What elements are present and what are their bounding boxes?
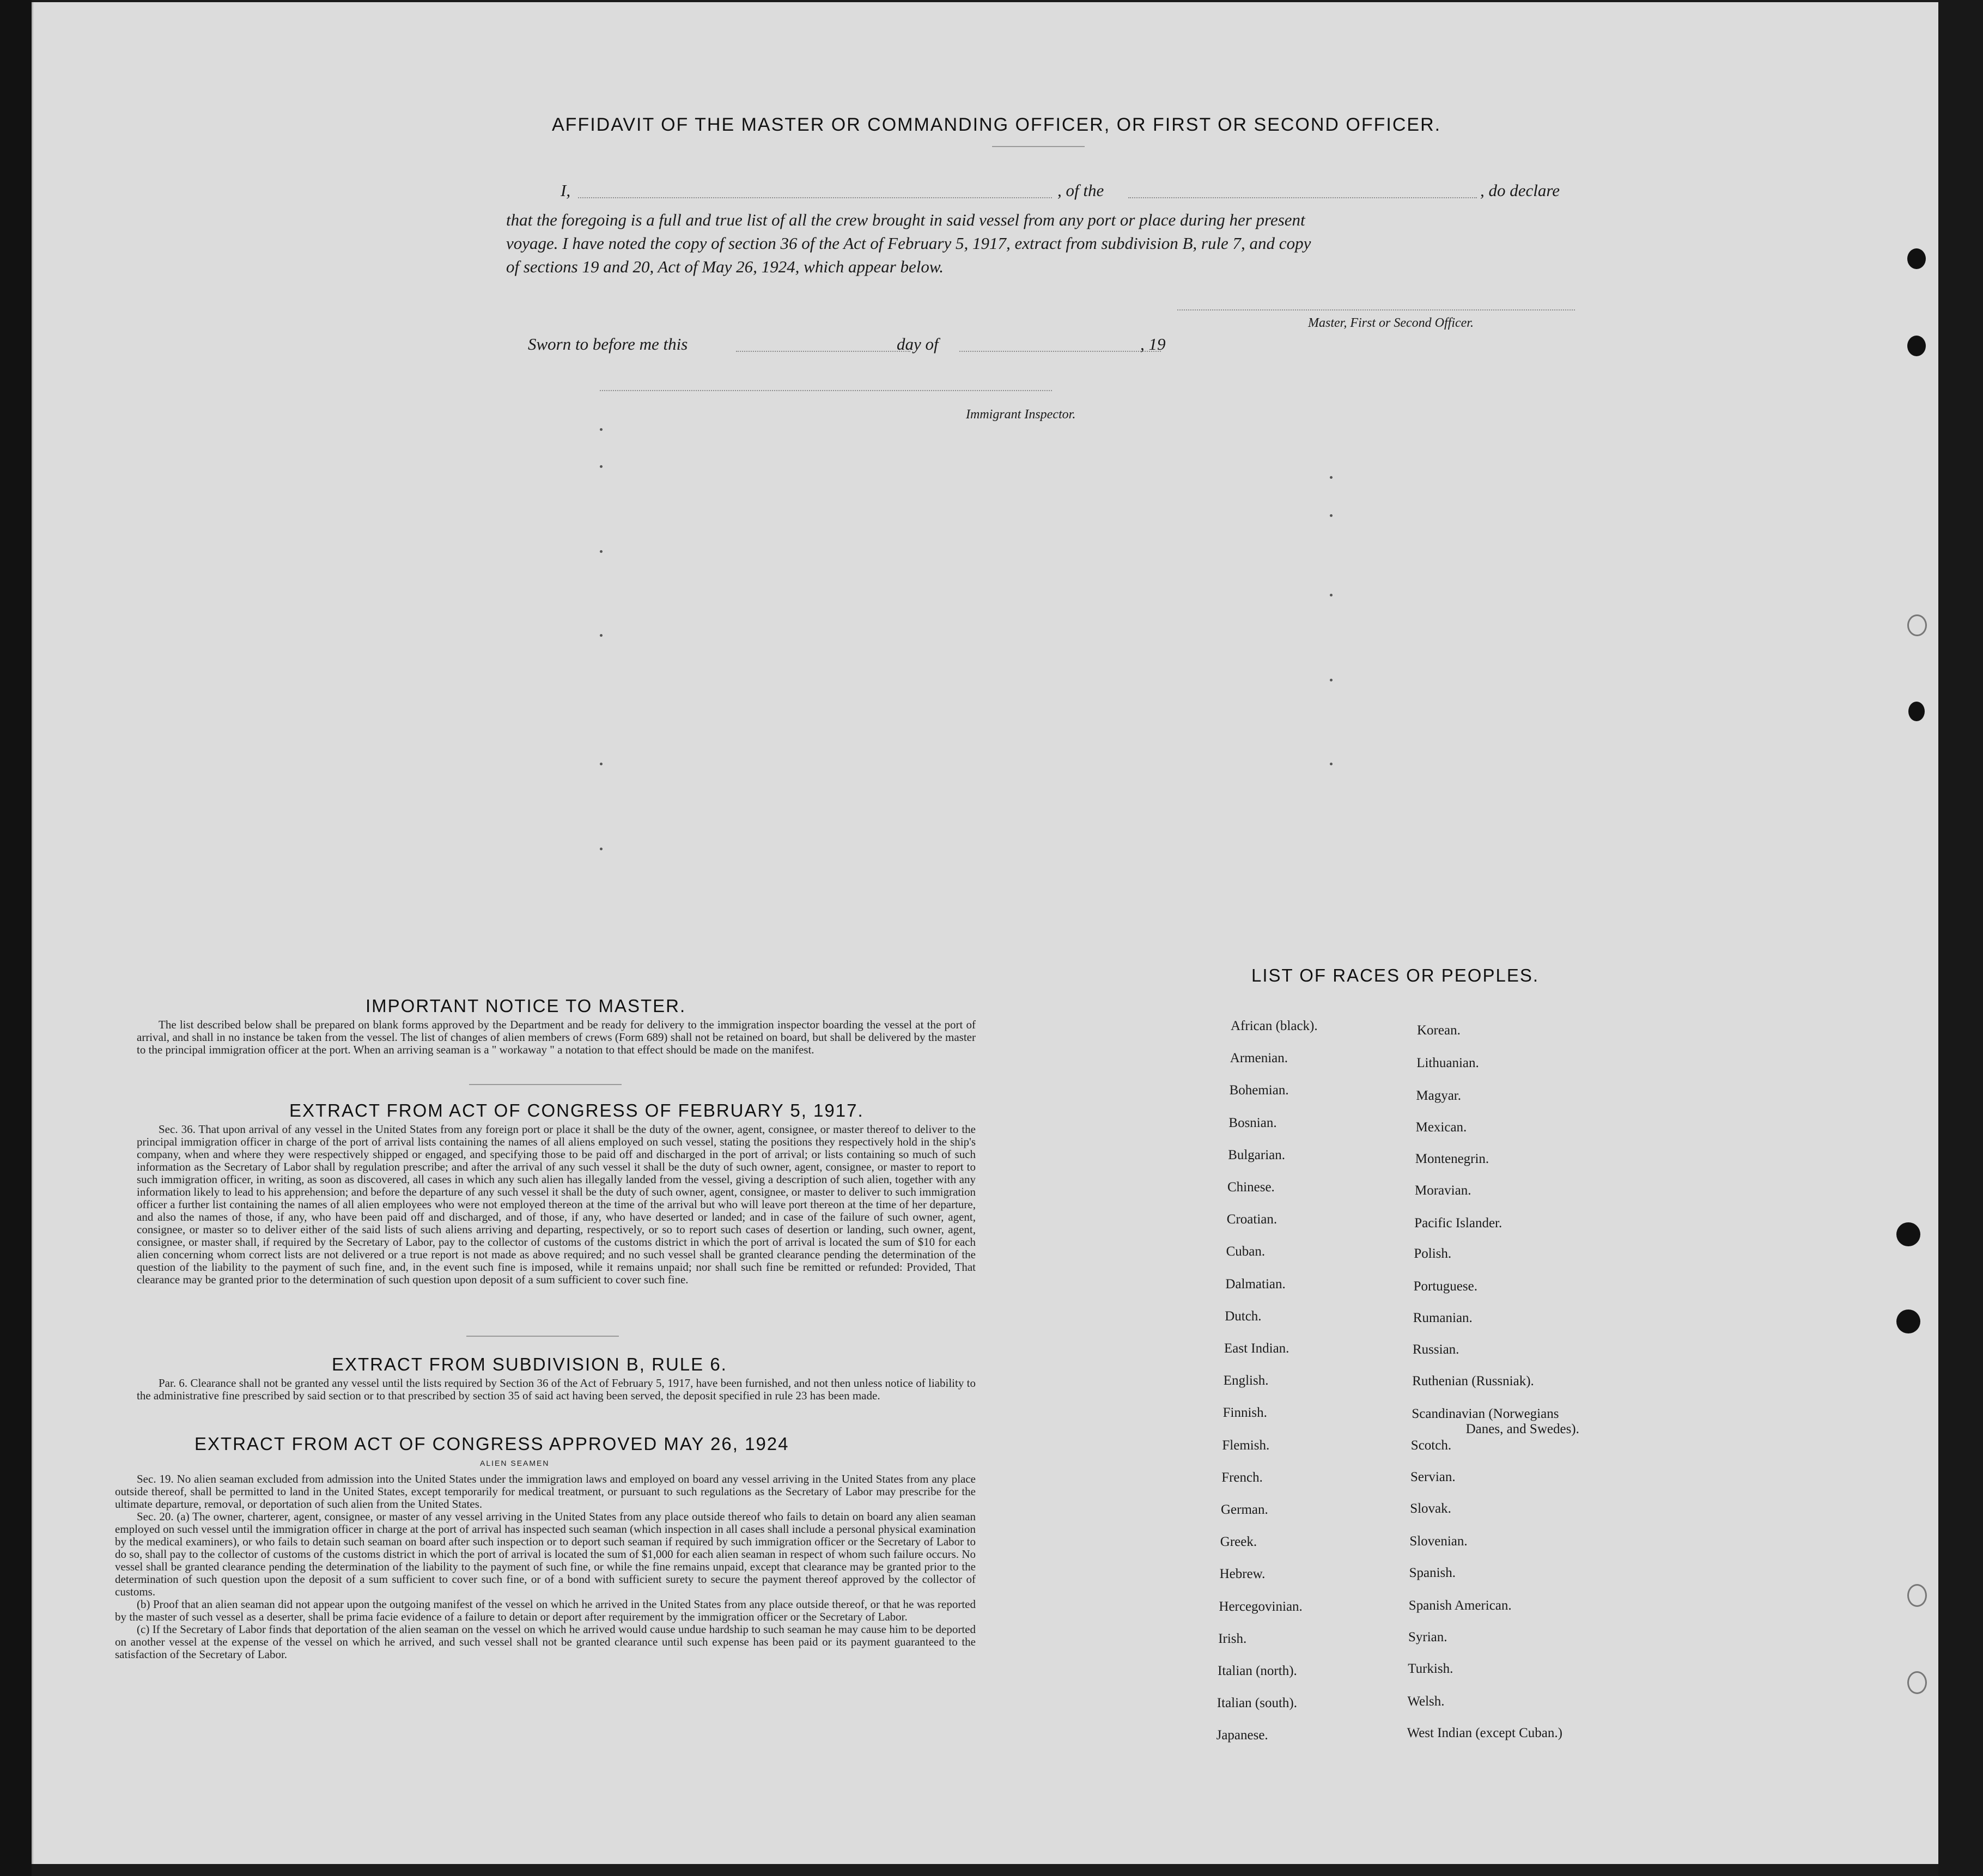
race-right-item: Welsh.: [1407, 1694, 1445, 1709]
bleed-dot: [1330, 514, 1333, 517]
bleed-dot: [600, 763, 603, 765]
affidavit-line: voyage. I have noted the copy of section 36 of the Act of February 5, 1917, extract from subdivision B, rule 7, and copy: [506, 234, 1311, 253]
affidavit-line: that the foregoing is a full and true list of all the crew brought in said vessel from any port or place during her present: [506, 210, 1305, 229]
punch-hole: [1908, 702, 1925, 721]
extract-1917-paragraph: Sec. 36. That upon arrival of any vessel in the United States from any foreign port or place it shall be the duty of the owner, agent, consignee, or master thereof to deliver to the principal immigration officer in charge of the port of arrival lists containing the names of all aliens employed on such vessel, stating the positions they respectively hold in the ship's company, when and where they were respectively shipped or engaged, and specifying those to be paid off and discharged in the port of arrival; or lists containing so much of such information as the Secretary of Labor shall by regulation prescribe; and after the arrival of any such vessel it shall be the duty of such owner, agent, consignee, or master to report to such immigration officer, in writing, as soon as discovered, all cases in which any such alien has illegally landed from the vessel, giving a description of such alien, together with any information likely to lead to his apprehension; and before the departure of any such vessel it shall be the duty of such owner, agent, consignee, or master to deliver to such immigration officer a further list containing the names of all alien employees who were not employed thereon at the time of the arrival but who will leave port thereon at the time of her departure, and also the names of those, if any, who have been paid off and discharged, and of those, if any, who have deserted or landed; and in case of the failure of such owner, agent, consignee, or master so to deliver either of the said lists of such aliens arriving and departing, respectively, or so to report such cases of desertion or landing, such owner, agent, consignee, or master shall, if required by the Secretary of Labor, pay to the collector of customs of the customs district in which the port of arrival is located the sum of $10 for each alien concerning whom correct lists are not delivered or a true report is not made as above required; and no such vessel shall be granted clearance pending the determination of the question of the liability to the payment of such fine, and, in the event such fine is imposed, while it remains unpaid; nor shall such fine be remitted or refunded: Provided, That clearance may be granted prior to the determination of such question upon deposit of a sum sufficient to cover such fine.: [137, 1123, 976, 1286]
race-right-item: Slovenian.: [1409, 1534, 1468, 1549]
race-right-item: Spanish American.: [1408, 1598, 1512, 1613]
race-right-item: Montenegrin.: [1415, 1152, 1489, 1166]
affidavit-do-declare-label: , do declare: [1480, 181, 1560, 200]
affidavit-i-label: I,: [561, 181, 571, 200]
race-right-item: Scandinavian (Norwegians: [1412, 1406, 1559, 1421]
punch-hole: [1907, 1584, 1927, 1607]
race-left-item: East Indian.: [1224, 1341, 1289, 1356]
race-right-item: Magyar.: [1416, 1088, 1462, 1103]
master-signature-blank[interactable]: [1177, 309, 1575, 310]
bleed-dot: [1330, 679, 1333, 681]
vessel-blank[interactable]: [1128, 197, 1477, 198]
race-right-item: Spanish.: [1409, 1566, 1456, 1580]
bleed-dot: [1330, 476, 1333, 479]
punch-hole: [1896, 1309, 1920, 1333]
inspector-label: Immigrant Inspector.: [966, 407, 1076, 422]
races-title: LIST OF RACES OR PEOPLES.: [1251, 965, 1540, 985]
race-left-item: Hercegovinian.: [1219, 1599, 1303, 1614]
affidavit-of-the-label: , of the: [1057, 181, 1104, 200]
race-right-item: Slovak.: [1410, 1501, 1451, 1516]
race-right-item: Korean.: [1417, 1023, 1461, 1038]
race-left-item: Flemish.: [1222, 1438, 1270, 1453]
sworn-day-blank[interactable]: [736, 351, 910, 352]
master-signature-label: Master, First or Second Officer.: [1308, 316, 1474, 330]
race-right-item: Lithuanian.: [1416, 1056, 1479, 1070]
sworn-label: Sworn to before me this: [528, 334, 688, 354]
race-right-item: Russian.: [1413, 1342, 1459, 1357]
notice-text: [137, 1019, 976, 1056]
race-left-item: Irish.: [1218, 1631, 1247, 1646]
punch-hole: [1907, 248, 1926, 269]
punch-hole: [1907, 614, 1927, 636]
race-right-item: Scotch.: [1410, 1438, 1452, 1453]
punch-hole: [1907, 1671, 1927, 1694]
race-right-item: Portuguese.: [1413, 1279, 1477, 1294]
race-left-item: Finnish.: [1222, 1405, 1267, 1420]
notice-title: IMPORTANT NOTICE TO MASTER.: [366, 996, 686, 1016]
extract-1917-title: EXTRACT FROM ACT OF CONGRESS OF FEBRUARY 5, 1917.: [289, 1100, 864, 1120]
section-divider: [469, 1084, 622, 1085]
race-left-item: Italian (north).: [1218, 1664, 1297, 1678]
race-right-item: Turkish.: [1408, 1661, 1453, 1676]
race-left-item: Greek.: [1220, 1534, 1257, 1549]
race-left-item: Chinese.: [1227, 1180, 1275, 1195]
race-right-item: West Indian (except Cuban.): [1407, 1726, 1562, 1740]
extract-1917-text: [137, 1123, 976, 1286]
race-right-item: Polish.: [1414, 1246, 1452, 1261]
extract-rule6-paragraph: Par. 6. Clearance shall not be granted any vessel until the lists required by Section 36 of the Act of February 5, 1917, have been furnished, and not then unless notice of liability to the administrative fine prescribed by said section or to that prescribed by section 35 of said act having been served, the deposit specified in rule 23 has been made.: [137, 1376, 976, 1402]
extract-1924-paragraph: (c) If the Secretary of Labor finds that deportation of the alien seaman on the vessel on which he arrived would cause undue hardship to such seaman he may cause him to be deported on another vessel at the expense of the vessel on which he arrived, and such vessel shall not be granted clearance until such expense has been paid or its payment guaranteed to the satisfaction of the Secretary of Labor.: [115, 1623, 976, 1661]
document-page: [32, 2, 1940, 1864]
race-left-item: African (black).: [1231, 1019, 1318, 1033]
day-of-label: day of: [897, 334, 939, 354]
race-right-item: Servian.: [1410, 1470, 1456, 1484]
race-left-item: Hebrew.: [1219, 1567, 1266, 1581]
extract-1924-title: EXTRACT FROM ACT OF CONGRESS APPROVED MAY 26, 1924: [194, 1434, 789, 1454]
race-left-item: Dutch.: [1225, 1309, 1262, 1324]
affidavit-line: of sections 19 and 20, Act of May 26, 1924, which appear below.: [506, 257, 944, 276]
race-left-item: French.: [1221, 1470, 1263, 1485]
race-right-item: Pacific Islander.: [1414, 1216, 1503, 1231]
affidavit-body: [506, 208, 1590, 278]
right-edge-shadow: [1938, 0, 1983, 1876]
race-left-item: Bulgarian.: [1228, 1148, 1286, 1162]
punch-hole: [1907, 336, 1926, 356]
bleed-dot: [600, 465, 603, 468]
section-divider: [466, 1336, 619, 1337]
bleed-dot: [600, 848, 603, 850]
extract-rule6-text: [137, 1377, 976, 1402]
race-left-item: Croatian.: [1226, 1212, 1278, 1227]
extract-1924-text: [115, 1473, 976, 1661]
punch-hole: [1896, 1222, 1920, 1246]
bleed-dot: [600, 428, 603, 431]
race-left-item: Japanese.: [1216, 1728, 1268, 1743]
race-right-item: Rumanian.: [1413, 1311, 1473, 1325]
race-left-item: English.: [1223, 1373, 1269, 1388]
extract-1924-paragraph: (b) Proof that an alien seaman did not appear upon the outgoing manifest of the vessel on which he arrived in the United States from any place outside thereof, or that he was reported by the master of such vessel as a deserter, shall be prima facie evidence of a failure to detain or deport after requirement by the immigration officer or the Secretary of Labor.: [115, 1598, 976, 1623]
notice-paragraph: The list described below shall be prepared on blank forms approved by the Department and be ready for delivery to the immigration inspector boarding the vessel at the port of arrival, and shall in no instance be taken from the vessel. The list of changes of alien members of crews (Form 689) shall not be retained on board, but shall be delivered by the master to the principal immigration officer at the port. When an arriving seaman is a " workaway " a notation to that effect should be made on the manifest.: [137, 1018, 976, 1056]
race-left-item: Bosnian.: [1228, 1116, 1277, 1130]
title-divider: [992, 146, 1085, 147]
race-right-item: Mexican.: [1415, 1120, 1467, 1135]
extract-1924-paragraph: Sec. 19. No alien seaman excluded from admission into the United States under the immigration laws and employed on board any vessel arriving in the United States from any place outside thereof, shall be permitted to land in the United States, except temporarily for medical treatment, or pursuant to such regulations as the Secretary of Labor may prescribe for the ultimate departure, removal, or deportation of such alien from the United States.: [115, 1472, 976, 1510]
race-right-item: Moravian.: [1415, 1183, 1471, 1198]
year-label: , 19: [1140, 334, 1166, 354]
bleed-dot: [600, 634, 603, 637]
bleed-dot: [1330, 594, 1333, 596]
race-right-item: Ruthenian (Russniak).: [1412, 1374, 1534, 1388]
bleed-dot: [600, 550, 603, 553]
extract-rule6-title: EXTRACT FROM SUBDIVISION B, RULE 6.: [332, 1354, 727, 1374]
left-edge-shadow: [0, 0, 32, 1876]
affidavit-title: AFFIDAVIT OF THE MASTER OR COMMANDING OFFICER, OR FIRST OR SECOND OFFICER.: [552, 114, 1441, 135]
race-left-item: Bohemian.: [1229, 1083, 1289, 1098]
name-blank[interactable]: [578, 197, 1052, 198]
race-right-item: Syrian.: [1408, 1630, 1447, 1644]
extract-1924-paragraph: Sec. 20. (a) The owner, charterer, agent, consignee, or master of any vessel arriving in the United States from any place outside thereof who fails to detain on board any alien seaman employed on such vessel until the immigration officer in charge at the port of arrival has inspected such seaman (which inspection in all cases shall include a personal physical examination by the medical examiners), or who fails to detain such seaman on board after such inspection or to deport such seaman if required by such immigration officer or the Secretary of Labor to do so, shall pay to the collector of customs of the customs district in which the port of arrival is located the sum of $1,000 for each alien seaman in respect of whom such failure occurs. No vessel shall be granted clearance pending the determination of the liability to the payment of such fine, or while the fine remains unpaid, except that clearance may be granted prior to the determination of such question upon the deposit of a sum sufficient to cover such fine, or of a bond with sufficient surety to secure the payment thereof approved by the collector of customs.: [115, 1510, 976, 1598]
race-left-item: German.: [1221, 1502, 1268, 1517]
race-left-item: Armenian.: [1230, 1051, 1288, 1065]
race-left-item: Italian (south).: [1216, 1696, 1297, 1710]
race-left-item: Cuban.: [1226, 1244, 1266, 1259]
inspector-signature-blank[interactable]: [600, 390, 1052, 391]
extract-1924-subtitle: ALIEN SEAMEN: [480, 1459, 550, 1467]
bleed-dot: [1330, 763, 1333, 765]
race-right-item: Danes, and Swedes).: [1465, 1422, 1579, 1436]
race-left-item: Dalmatian.: [1225, 1277, 1286, 1292]
sworn-month-blank[interactable]: [959, 351, 1161, 352]
